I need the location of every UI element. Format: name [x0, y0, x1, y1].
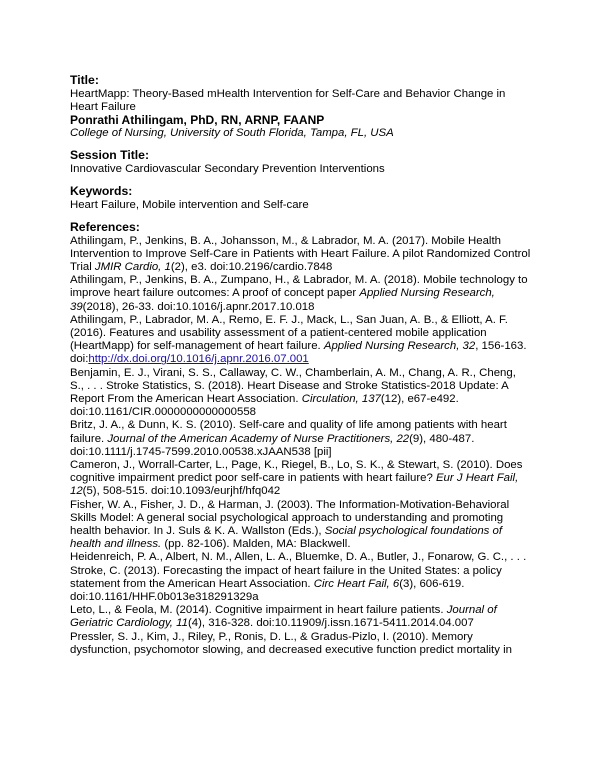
- reference-item: Athilingam, P., Jenkins, B. A., Johansson, M., & Labrador, M. A. (2017). Mobile Health Intervention to Improve Self-Care in Patients with Heart Failure. A pilot Randomized Control Trial JMIR Cardio, 1(2), e3. doi:10.2196/cardio.7848: [70, 234, 531, 273]
- author-affiliation: College of Nursing, University of South Florida, Tampa, FL, USA: [70, 127, 394, 140]
- reference-item: Cameron, J., Worrall-Carter, L., Page, K., Riegel, B., Lo, S. K., & Stewart, S. (2010). Does cognitive impairment predict poor self-care in patients with heart failure? Eur J Heart Fail, 12(5), 508-515. doi:10.1093/eurjhf/hfq042: [70, 459, 523, 498]
- reference-item: Leto, L., & Feola, M. (2014). Cognitive impairment in heart failure patients. Journal of Geriatric Cardiology, 11(4), 316-328. doi:10.11909/j.issn.1671-5411.2014.04.007: [70, 604, 497, 630]
- doi-link[interactable]: http://dx.doi.org/10.1016/j.apnr.2016.07.001: [88, 353, 309, 366]
- reference-item: Athilingam, P., Jenkins, B. A., Zumpano, H., & Labrador, M. A. (2018). Mobile technology to improve heart failure outcomes: A proof of concept paper Applied Nursing Research, 39(2018), 26-33. doi:10.1016/j.apnr.2017.10.018: [70, 274, 528, 313]
- title-text: HeartMapp: Theory-Based mHealth Intervention for Self-Care and Behavior Change in Heart Failure: [70, 87, 506, 113]
- title-heading: Title:: [70, 73, 99, 87]
- reference-item: Pressler, S. J., Kim, J., Riley, P., Ronis, D. L., & Gradus-Pizlo, I. (2010). Memory dysfunction, psychomotor slowing, and decreased executive function predict mortality in: [70, 630, 512, 656]
- references-heading: References:: [70, 220, 140, 234]
- reference-item: Benjamin, E. J., Virani, S. S., Callaway, C. W., Chamberlain, A. M., Chang, A. R., Cheng, S., . . . Stroke Statistics, S. (2018). Heart Disease and Stroke Statistics-2018 Update: A Report From the American Heart Association. Circulation, 137(12), e67-e492. doi:10.1161/CIR.0000000000000558: [70, 366, 516, 419]
- reference-list: [70, 235, 532, 658]
- session-text: Innovative Cardiovascular Secondary Prevention Interventions: [70, 163, 385, 175]
- reference-item: Heidenreich, P. A., Albert, N. M., Allen, L. A., Bluemke, D. A., Butler, J., Fonarow, G. C., . . . Stroke, C. (2013). Forecasting the impact of heart failure in the United States: a policy statement from the American Heart Association. Circ Heart Fail, 6(3), 606-619. doi:10.1161/HHF.0b013e318291329a: [70, 551, 527, 604]
- keywords-text: Heart Failure, Mobile intervention and Self-care: [70, 198, 309, 211]
- session-heading: Session Title:: [70, 148, 150, 163]
- author-name: Ponrathi Athilingam, PhD, RN, ARNP, FAANP: [70, 113, 325, 127]
- reference-item: Fisher, W. A., Fisher, J. D., & Harman, J. (2003). The Information-Motivation-Behavioral Skills Model: A general social psychological approach to understanding and promoting health behavior. In J. Suls & K. A. Wallston (Eds.), Social psychological foundations of health and illness. (pp. 82-106). Malden, MA: Blackwell.: [70, 498, 510, 551]
- reference-item: Athilingam, P., Labrador, M. A., Remo, E. F. J., Mack, L., San Juan, A. B., & Elliott, A. F. (2016). Features and usability assessment of a patient-centered mobile application (HeartMapp) for self-management of heart failure. Applied Nursing Research, 32, 156-163. doi:http://dx.doi.org/10.1016/j.apnr.2016.07.001: [70, 313, 527, 366]
- document-body: [70, 74, 532, 657]
- reference-item: Britz, J. A., & Dunn, K. S. (2010). Self-care and quality of life among patients with heart failure. Journal of the American Academy of Nurse Practitioners, 22(9), 480-487. doi:10.1111/j.1745-7599.2010.00538.xJAAN538 [pii]: [70, 419, 507, 458]
- keywords-heading: Keywords:: [70, 184, 133, 199]
